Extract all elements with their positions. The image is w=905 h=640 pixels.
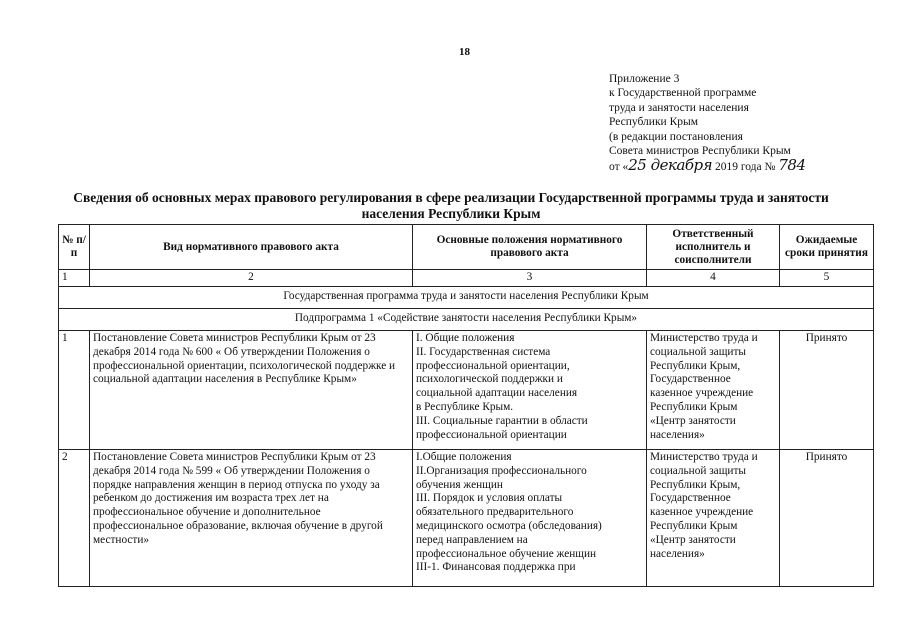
column-number: 3	[413, 270, 647, 287]
appendix-line: Приложение 3	[609, 73, 680, 85]
executor-line: социальной защиты	[650, 345, 746, 358]
subprogram-row	[59, 309, 874, 331]
executor-line: Республики Крым	[650, 400, 738, 413]
provision-line: профессиональной ориентации,	[416, 359, 570, 372]
row-number: 1	[59, 331, 90, 450]
date-prefix: от «	[609, 161, 629, 174]
executor-line: Министерство труда и	[650, 451, 758, 463]
executor-line: Республики Крым,	[650, 478, 741, 491]
executor-line: населения»	[650, 547, 705, 560]
term-cell: Принято	[780, 450, 874, 587]
provision-line: социальной адаптации населения	[416, 387, 578, 400]
executor-cell	[647, 331, 780, 450]
program-title: Государственная программа труда и занятости населения Республики Крым	[59, 287, 874, 309]
executor-line: «Центр занятости	[650, 414, 736, 427]
column-number: 5	[780, 270, 874, 287]
provision-line: перед направлением на	[416, 533, 528, 546]
appendix-line: Совета министров Республики Крым	[609, 145, 791, 158]
provisions-cell	[413, 331, 647, 450]
subprogram-title: Подпрограмма 1 «Содействие занятости населения Республики Крым»	[59, 309, 874, 331]
handwritten-date: 25 декабря	[628, 156, 713, 175]
provision-line: III. Социальные гарантии в области	[416, 414, 588, 427]
provision-line: I. Общие положения	[416, 332, 515, 344]
appendix-block	[609, 72, 806, 175]
executor-line: Министерство труда и	[650, 332, 758, 344]
header-provisions: Основные положения нормативного правового акта	[413, 225, 647, 270]
executor-line: Республики Крым,	[650, 359, 741, 372]
provision-line: в Республике Крым.	[416, 400, 514, 413]
executor-line: «Центр занятости	[650, 533, 736, 546]
appendix-line: (в редакции постановления	[609, 130, 743, 143]
table-row	[59, 450, 874, 587]
row-number: 2	[59, 450, 90, 587]
page-number: 18	[459, 46, 470, 58]
provision-line: психологической поддержки и	[416, 373, 563, 386]
provision-line: медицинского осмотра (обследования)	[416, 519, 602, 532]
executor-line: казенное учреждение	[650, 506, 754, 519]
header-act-type: Вид нормативного правового акта	[90, 225, 413, 270]
provision-line: обучения женщин	[416, 478, 503, 491]
act-type-cell: Постановление Совета министров Республики Крым от 23 декабря 2014 года № 600 « Об утверждении Положения о профессиональной ориентации, психологической поддержке и социальной адаптации населения в Республике Крым»	[90, 331, 413, 450]
appendix-line: к Государственной программе	[609, 87, 757, 100]
executor-line: социальной защиты	[650, 464, 746, 477]
appendix-line: Республики Крым	[609, 116, 698, 129]
executor-cell	[647, 450, 780, 587]
executor-line: Государственное	[650, 492, 731, 505]
column-number: 2	[90, 270, 413, 287]
provision-line: обязательного предварительного	[416, 506, 574, 519]
header-executor: Ответственный исполнитель и соисполнители	[647, 225, 780, 270]
provision-line: III. Порядок и условия оплаты	[416, 492, 563, 505]
provision-line: II.Организация профессионального	[416, 464, 587, 477]
provision-line: I.Общие положения	[416, 451, 512, 463]
provisions-cell	[413, 450, 647, 587]
header-row	[59, 225, 874, 270]
appendix-line: труда и занятости населения	[609, 101, 749, 114]
term-cell: Принято	[780, 331, 874, 450]
appendix-date-line	[609, 158, 806, 174]
executor-line: Республики Крым	[650, 519, 738, 532]
date-year: 2019 года №	[712, 161, 779, 174]
executor-line: населения»	[650, 428, 705, 441]
measures-table	[58, 224, 874, 587]
column-number: 1	[59, 270, 90, 287]
executor-line: Государственное	[650, 373, 731, 386]
program-row	[59, 287, 874, 309]
executor-line: казенное учреждение	[650, 387, 754, 400]
column-number: 4	[647, 270, 780, 287]
header-num: № п/п	[59, 225, 90, 270]
provision-line: профессиональное обучение женщин	[416, 547, 597, 560]
act-type-cell: Постановление Совета министров Республики Крым от 23 декабря 2014 года № 599 « Об утверждении Положения о порядке направления женщин в период отпуска по уходу за ребенком до достижения им возраста трех лет на профессиональное обучение и дополнительное профессиональное образование, включая обучение в другой местности»	[90, 450, 413, 587]
document-title: Сведения об основных мерах правового регулирования в сфере реализации Государственной программы труда и занятости населения Республики Крым	[73, 190, 829, 221]
header-term: Ожидаемые сроки принятия	[780, 225, 874, 270]
provision-line: профессиональной ориентации	[416, 428, 567, 441]
table-row	[59, 331, 874, 450]
column-number-row	[59, 270, 874, 287]
provision-line: II. Государственная система	[416, 345, 551, 358]
provision-line: III-1. Финансовая поддержка при	[416, 561, 576, 574]
handwritten-number: 784	[778, 156, 806, 175]
